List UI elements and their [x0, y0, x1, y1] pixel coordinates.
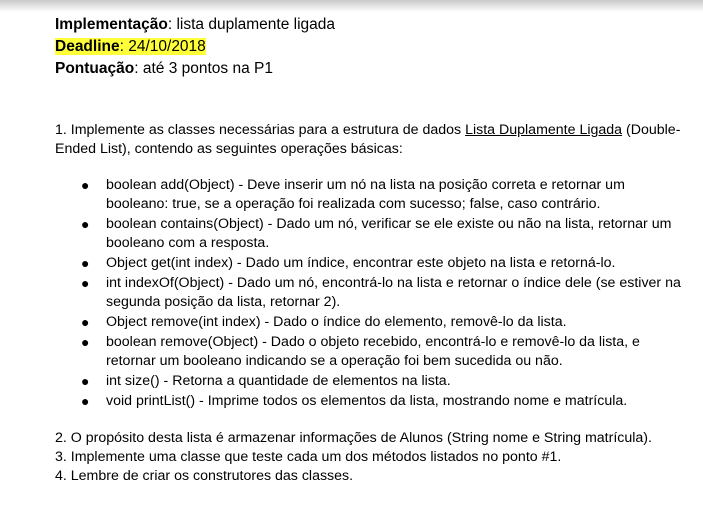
- pontuacao-line: [55, 58, 685, 80]
- item-1-link[interactable]: Lista Duplamente Ligada: [465, 122, 623, 138]
- item-4: 4. Lembre de criar os construtores das classes.: [55, 468, 354, 484]
- bullet-icon: ●: [81, 255, 90, 271]
- bullet-icon: ●: [81, 275, 90, 291]
- operation-text: int size() - Retorna a quantidade de elementos na lista.: [106, 373, 451, 389]
- operation-text: boolean contains(Object) - Dado um nó, verificar se ele existe ou não na lista, retornar um booleano com a resposta.: [106, 216, 672, 251]
- list-item: [55, 254, 685, 273]
- bullet-icon: ●: [81, 314, 90, 330]
- list-item: [55, 392, 685, 411]
- list-item: [55, 176, 685, 214]
- deadline-value: : 24/10/2018: [119, 38, 206, 55]
- operation-text: Object remove(int index) - Dado o índice do elemento, removê-lo da lista.: [106, 314, 567, 330]
- item-3: 3. Implemente uma classe que teste cada um dos métodos listados no ponto #1.: [55, 449, 562, 465]
- deadline-highlight: [55, 38, 206, 55]
- top-shadow: [0, 0, 703, 12]
- list-item: [55, 313, 685, 332]
- list-item: [55, 215, 685, 253]
- bullet-icon: ●: [81, 177, 90, 193]
- bullet-icon: ●: [81, 216, 90, 232]
- pontuacao-value: : até 3 pontos na P1: [134, 60, 273, 77]
- item-1-suffix: (Double-Ended List), contendo as seguintes operações básicas:: [55, 122, 681, 157]
- deadline-line: [55, 36, 685, 58]
- implementacao-label: Implementação: [55, 16, 168, 33]
- list-item: [55, 372, 685, 391]
- bullet-icon: ●: [81, 373, 90, 389]
- item-2: 2. O propósito desta lista é armazenar informações de Alunos (String nome e String matrícula).: [55, 430, 652, 446]
- deadline-label: Deadline: [55, 38, 120, 55]
- document-body: [55, 14, 685, 486]
- operation-text: Object get(int index) - Dado um índice, encontrar este objeto na lista e retorná-lo.: [106, 255, 616, 271]
- implementacao-line: [55, 14, 685, 36]
- list-item: [55, 274, 685, 312]
- operation-text: void printList() - Imprime todos os elementos da lista, mostrando nome e matrícula.: [106, 393, 628, 409]
- item-1-prefix: 1. Implemente as classes necessárias para a estrutura de dados: [55, 122, 466, 138]
- operations-list: [55, 176, 685, 411]
- pontuacao-label: Pontuação: [55, 60, 135, 77]
- operation-text: int indexOf(Object) - Dado um nó, encontrá-lo na lista e retornar o índice dele (se estiver na segunda posição da lista, retornar 2).: [106, 275, 681, 310]
- bullet-icon: ●: [81, 334, 90, 350]
- operation-text: boolean remove(Object) - Dado o objeto recebido, encontrá-lo e removê-lo da lista, e retornar um booleano indicando se a operação foi bem sucedida ou não.: [106, 334, 640, 369]
- list-item: [55, 333, 685, 371]
- operation-text: boolean add(Object) - Deve inserir um nó na lista na posição correta e retornar um booleano: true, se a operação foi realizada com sucesso; false, caso contrário.: [106, 177, 625, 212]
- implementacao-value: : lista duplamente ligada: [167, 16, 336, 33]
- item-1: [55, 121, 685, 159]
- bullet-icon: ●: [81, 393, 90, 409]
